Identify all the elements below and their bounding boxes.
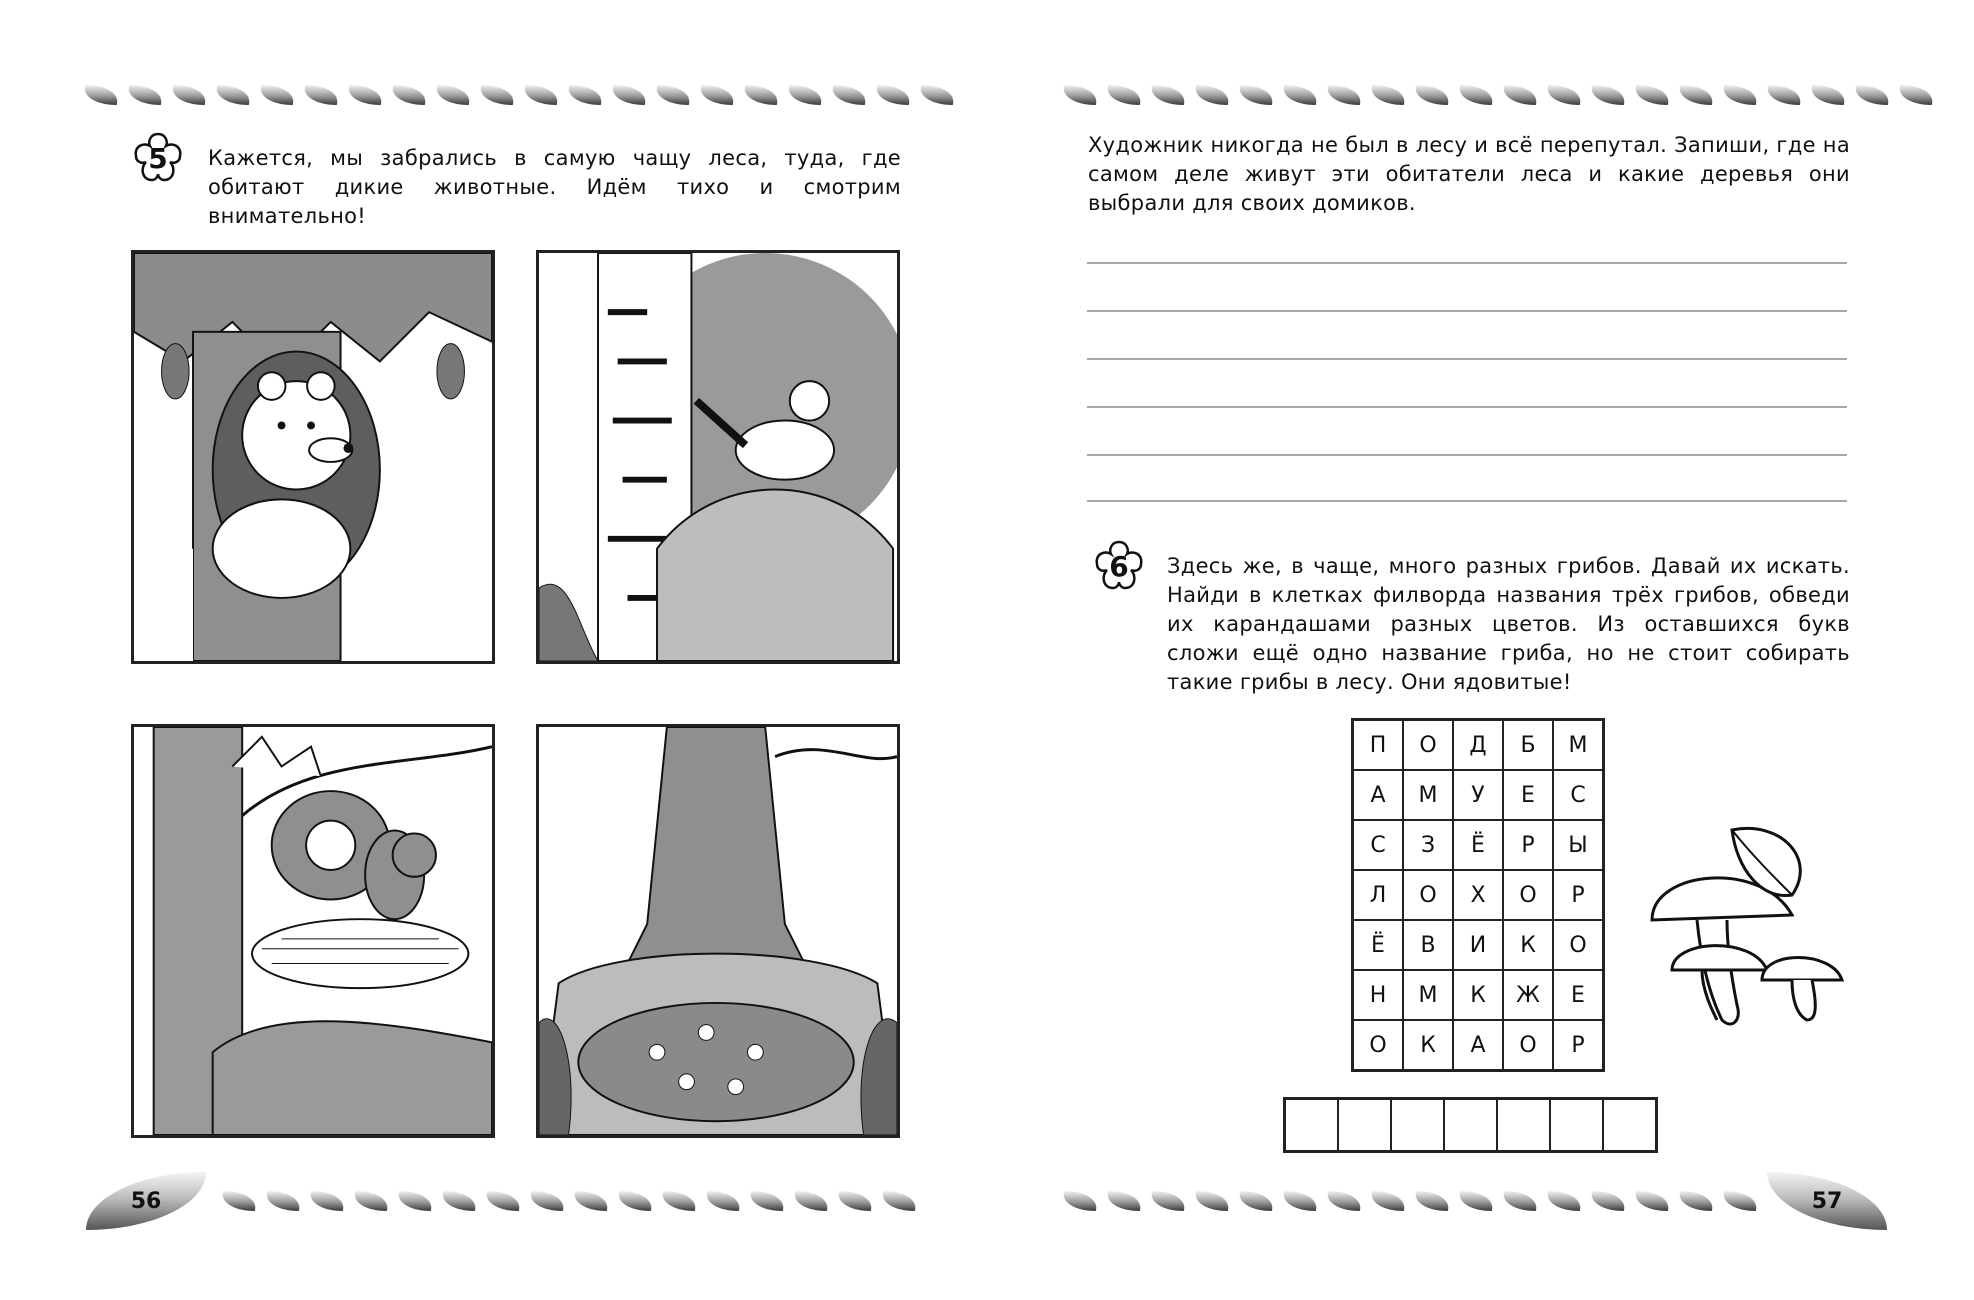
filword-cell[interactable]: Л (1353, 870, 1403, 920)
anthill-under-pine-picture (536, 724, 900, 1138)
filword-cell[interactable]: С (1353, 820, 1403, 870)
filword-cell[interactable]: З (1403, 820, 1453, 870)
bird-on-haystack-picture (536, 250, 900, 664)
filword-cell[interactable]: А (1453, 1020, 1503, 1070)
task-number: 5 (148, 141, 168, 175)
top-leaf-border (82, 78, 956, 112)
filword-cell[interactable]: Ж (1503, 970, 1553, 1020)
bottom-leaf-border (1061, 1184, 1759, 1218)
filword-cell[interactable]: Е (1503, 770, 1553, 820)
page-number-leaf (1767, 1172, 1887, 1230)
filword-cell[interactable]: К (1403, 1020, 1453, 1070)
filword-cell[interactable]: Р (1503, 820, 1553, 870)
answer-box[interactable] (1603, 1099, 1656, 1151)
page-number: 56 (130, 1188, 162, 1214)
task-6-text: Здесь же, в чаще, много разных грибов. Давай их искать. Найди в клетках филворда названия трёх грибов, обведи их карандашами разных цветов. Из оставшихся букв сложи ещё одно название гриба, но не стоит собирать такие грибы в лесу. Они ядовитые! (1167, 554, 1850, 694)
answer-box[interactable] (1497, 1099, 1550, 1151)
filword-cell[interactable]: В (1403, 920, 1453, 970)
answer-boxes (1283, 1097, 1658, 1153)
answer-line[interactable] (1087, 262, 1847, 264)
filword-cell[interactable]: Б (1503, 720, 1553, 770)
filword-cell[interactable]: Р (1553, 870, 1603, 920)
filword-cell[interactable]: П (1353, 720, 1403, 770)
filword-cell[interactable]: Ы (1553, 820, 1603, 870)
filword-cell[interactable]: М (1403, 770, 1453, 820)
filword-grid (1351, 718, 1605, 1072)
right-page (987, 0, 1974, 1300)
filword-cell[interactable]: Ё (1453, 820, 1503, 870)
task-number-badge (1091, 538, 1147, 594)
filword-cell[interactable]: Д (1453, 720, 1503, 770)
filword-cell[interactable]: О (1553, 920, 1603, 970)
answer-line[interactable] (1087, 310, 1847, 312)
page-number-leaf (86, 1172, 206, 1230)
answer-box[interactable] (1285, 1099, 1338, 1151)
filword-cell[interactable]: И (1453, 920, 1503, 970)
top-leaf-border (1061, 78, 1935, 112)
bear-in-spruce-picture (131, 250, 495, 664)
page-number: 57 (1811, 1188, 1843, 1214)
filword-cell[interactable]: К (1503, 920, 1553, 970)
task-number: 6 (1109, 549, 1129, 583)
bottom-leaf-border (220, 1184, 918, 1218)
answer-box[interactable] (1391, 1099, 1444, 1151)
answer-line[interactable] (1087, 358, 1847, 360)
mushrooms-icon (1642, 820, 1847, 1040)
filword-cell[interactable]: О (1403, 870, 1453, 920)
answer-box[interactable] (1444, 1099, 1497, 1151)
answer-line[interactable] (1087, 500, 1847, 502)
filword-cell[interactable]: Н (1353, 970, 1403, 1020)
answer-box[interactable] (1338, 1099, 1391, 1151)
filword-cell[interactable]: А (1353, 770, 1403, 820)
filword-cell[interactable]: М (1553, 720, 1603, 770)
filword-cell[interactable]: О (1503, 1020, 1553, 1070)
filword-cell[interactable]: Е (1553, 970, 1603, 1020)
filword-cell[interactable]: У (1453, 770, 1503, 820)
answer-line[interactable] (1087, 454, 1847, 456)
filword-cell[interactable]: К (1453, 970, 1503, 1020)
task-5-continued-text: Художник никогда не был в лесу и всё перепутал. Запиши, где на самом деле живут эти обитатели леса и какие деревья они выбрали для своих домиков. (1088, 133, 1850, 215)
filword-cell[interactable]: Х (1453, 870, 1503, 920)
filword-cell[interactable]: О (1403, 720, 1453, 770)
filword-cell[interactable]: Р (1553, 1020, 1603, 1070)
filword-cell[interactable]: О (1503, 870, 1553, 920)
answer-line[interactable] (1087, 406, 1847, 408)
squirrel-in-nest-picture (131, 724, 495, 1138)
filword-cell[interactable]: С (1553, 770, 1603, 820)
task-number-badge (130, 130, 186, 186)
filword-cell[interactable]: М (1403, 970, 1453, 1020)
answer-box[interactable] (1550, 1099, 1603, 1151)
filword-cell[interactable]: О (1353, 1020, 1403, 1070)
filword-cell[interactable]: Ё (1353, 920, 1403, 970)
task-5-text: Кажется, мы забрались в самую чащу леса, туда, где обитают дикие животные. Идём тихо и смотрим внимательно! (208, 146, 901, 228)
